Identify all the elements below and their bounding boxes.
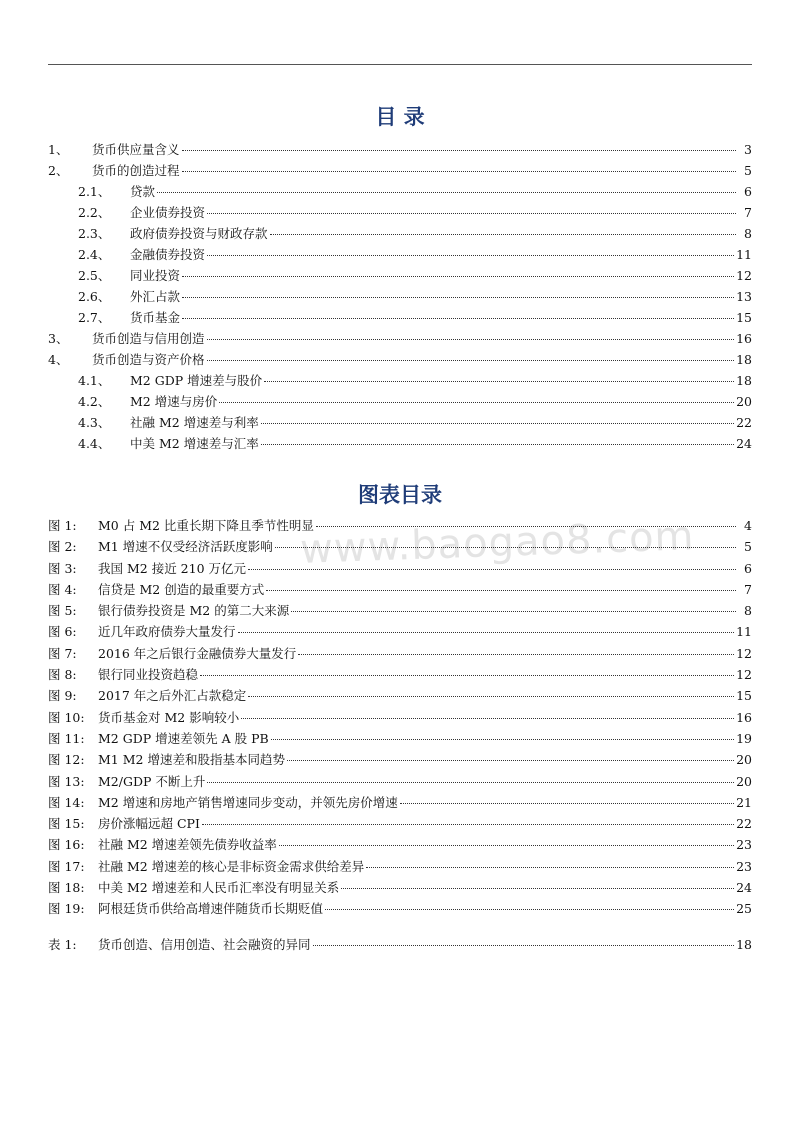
table-of-contents bbox=[48, 139, 752, 454]
dot-leader bbox=[238, 632, 735, 633]
entry-label: M0 占 M2 比重长期下降且季节性明显 bbox=[98, 518, 314, 533]
figure-entry[interactable] bbox=[48, 856, 752, 877]
entry-number: 4.4、 bbox=[78, 436, 111, 451]
entry-number: 2.4、 bbox=[78, 247, 111, 262]
entry-number: 图 15: bbox=[48, 816, 85, 832]
entry-number: 1、 bbox=[48, 142, 69, 157]
figure-entry[interactable] bbox=[48, 643, 752, 664]
entry-number: 图 19: bbox=[48, 901, 85, 917]
entry-number: 2.6、 bbox=[78, 289, 111, 304]
entry-number: 图 13: bbox=[48, 773, 85, 789]
entry-number: 图 2: bbox=[48, 539, 77, 555]
dot-leader bbox=[182, 297, 734, 298]
entry-label: 货币供应量含义 bbox=[92, 142, 180, 157]
dot-leader bbox=[182, 276, 734, 277]
entry-page: 4 bbox=[744, 518, 752, 533]
figure-entry[interactable] bbox=[48, 558, 752, 579]
table-list bbox=[48, 934, 752, 955]
entry-number: 图 10: bbox=[48, 709, 85, 725]
figure-entry[interactable] bbox=[48, 834, 752, 855]
entry-label: 货币基金对 M2 影响较小 bbox=[98, 709, 240, 725]
entry-number: 4.1、 bbox=[78, 373, 111, 388]
figure-entry[interactable] bbox=[48, 685, 752, 706]
entry-label: 银行债券投资是 M2 的第二大来源 bbox=[98, 603, 290, 619]
contents-title: 目 录 bbox=[375, 105, 425, 129]
dot-leader bbox=[182, 318, 734, 319]
dot-leader bbox=[264, 381, 734, 382]
figure-entry[interactable] bbox=[48, 877, 752, 898]
entry-page: 11 bbox=[736, 247, 752, 262]
figure-list bbox=[48, 515, 752, 920]
entry-page: 12 bbox=[736, 268, 752, 283]
figure-entry[interactable] bbox=[48, 898, 752, 919]
entry-number: 4.3、 bbox=[78, 415, 111, 430]
dot-leader bbox=[207, 255, 734, 256]
entry-page: 15 bbox=[736, 688, 752, 704]
entry-label: 货币创造与信用创造 bbox=[92, 331, 205, 346]
entry-number: 图 12: bbox=[48, 752, 85, 768]
figure-entry[interactable] bbox=[48, 813, 752, 834]
entry-label: 阿根廷货币供给高增速伴随货币长期贬值 bbox=[98, 901, 324, 917]
dot-leader bbox=[182, 150, 736, 151]
entry-label: 货币基金 bbox=[130, 310, 181, 325]
entry-number: 2.2、 bbox=[78, 205, 111, 220]
entry-label: 贷款 bbox=[130, 184, 156, 199]
entry-number: 图 4: bbox=[48, 581, 77, 597]
dot-leader bbox=[325, 909, 734, 910]
figure-entry[interactable] bbox=[48, 579, 752, 600]
entry-page: 24 bbox=[736, 880, 752, 896]
dot-leader bbox=[157, 192, 736, 193]
entry-label: 我国 M2 接近 210 万亿元 bbox=[98, 560, 247, 576]
entry-label: 社融 M2 增速差与利率 bbox=[130, 415, 259, 430]
entry-number: 图 18: bbox=[48, 880, 85, 896]
dot-leader bbox=[400, 803, 734, 804]
entry-label: 金融债券投资 bbox=[130, 247, 206, 262]
entry-label: M2 增速和房地产销售增速同步变动，并领先房价增速 bbox=[98, 794, 398, 810]
dot-leader bbox=[207, 782, 734, 783]
dot-leader bbox=[248, 696, 734, 697]
entry-number: 图 7: bbox=[48, 645, 77, 661]
toc-entry[interactable] bbox=[48, 391, 752, 412]
dot-leader bbox=[271, 739, 734, 740]
entry-page: 11 bbox=[736, 624, 752, 640]
entry-number: 图 14: bbox=[48, 794, 85, 810]
entry-label: 货币创造、信用创造、社会融资的异同 bbox=[98, 937, 311, 952]
entry-label: M1 M2 增速差和股指基本同趋势 bbox=[98, 752, 285, 768]
entry-label: 同业投资 bbox=[130, 268, 181, 283]
figure-entry[interactable] bbox=[48, 792, 752, 813]
entry-page: 12 bbox=[736, 667, 752, 683]
entry-page: 21 bbox=[736, 794, 752, 810]
toc-entry[interactable] bbox=[48, 328, 752, 349]
dot-leader bbox=[202, 824, 734, 825]
entry-page: 19 bbox=[736, 730, 752, 746]
toc-entry[interactable] bbox=[48, 244, 752, 265]
entry-label: M2 GDP 增速差与股价 bbox=[130, 373, 263, 388]
toc-entry[interactable] bbox=[48, 412, 752, 433]
toc-entry[interactable] bbox=[48, 307, 752, 328]
toc-entry[interactable] bbox=[48, 433, 752, 454]
entry-label: 中美 M2 增速差和人民币汇率没有明显关系 bbox=[98, 880, 340, 896]
toc-entry[interactable] bbox=[48, 349, 752, 370]
entry-page: 15 bbox=[736, 310, 752, 325]
entry-number: 4.2、 bbox=[78, 394, 111, 409]
figure-entry[interactable] bbox=[48, 749, 752, 770]
dot-leader bbox=[266, 590, 736, 591]
entry-page: 7 bbox=[744, 205, 752, 220]
entry-page: 20 bbox=[736, 752, 752, 768]
entry-number: 2.5、 bbox=[78, 268, 111, 283]
entry-number: 图 5: bbox=[48, 603, 77, 619]
entry-number: 图 8: bbox=[48, 667, 77, 683]
toc-entry[interactable] bbox=[48, 265, 752, 286]
toc-entry[interactable] bbox=[48, 139, 752, 160]
dot-leader bbox=[248, 569, 736, 570]
figure-entry[interactable] bbox=[48, 728, 752, 749]
entry-number: 2.1、 bbox=[78, 184, 111, 199]
dot-leader bbox=[366, 867, 734, 868]
entry-label: M1 增速不仅受经济活跃度影响 bbox=[98, 539, 273, 555]
entry-label: 政府债券投资与财政存款 bbox=[130, 226, 268, 241]
dot-leader bbox=[207, 360, 735, 361]
entry-label: 2016 年之后银行金融债券大量发行 bbox=[98, 645, 297, 661]
entry-label: M2 GDP 增速差领先 A 股 PB bbox=[98, 730, 269, 746]
figure-entry[interactable] bbox=[48, 536, 752, 557]
entry-number: 图 1: bbox=[48, 518, 77, 533]
figure-entry[interactable] bbox=[48, 707, 752, 728]
dot-leader bbox=[200, 675, 734, 676]
dot-leader bbox=[207, 339, 735, 340]
entry-page: 22 bbox=[736, 816, 752, 832]
figures-title: 图表目录 bbox=[358, 483, 442, 507]
entry-page: 12 bbox=[736, 645, 752, 661]
header-rule bbox=[48, 64, 752, 65]
dot-leader bbox=[313, 945, 735, 946]
entry-page: 6 bbox=[744, 184, 752, 199]
dot-leader bbox=[279, 845, 734, 846]
entry-label: 外汇占款 bbox=[130, 289, 181, 304]
figure-entry[interactable] bbox=[48, 515, 752, 536]
entry-number: 图 11: bbox=[48, 730, 85, 746]
entry-label: M2/GDP 不断上升 bbox=[98, 773, 206, 789]
entry-label: 房价涨幅远超 CPI bbox=[98, 816, 200, 832]
dot-leader bbox=[219, 402, 734, 403]
entry-number: 2.7、 bbox=[78, 310, 111, 325]
entry-number: 图 16: bbox=[48, 837, 85, 853]
entry-label: 银行同业投资趋稳 bbox=[98, 667, 199, 683]
entry-number: 图 17: bbox=[48, 858, 85, 874]
entry-label: 中美 M2 增速差与汇率 bbox=[130, 436, 259, 451]
entry-number: 3、 bbox=[48, 331, 69, 346]
entry-number: 图 9: bbox=[48, 688, 77, 704]
toc-entry[interactable] bbox=[48, 223, 752, 244]
entry-page: 25 bbox=[736, 901, 752, 917]
toc-entry[interactable] bbox=[48, 370, 752, 391]
toc-entry[interactable] bbox=[48, 286, 752, 307]
figure-entry[interactable] bbox=[48, 771, 752, 792]
dot-leader bbox=[298, 654, 734, 655]
dot-leader bbox=[287, 760, 734, 761]
dot-leader bbox=[291, 611, 736, 612]
entry-page: 24 bbox=[736, 436, 752, 451]
entry-page: 16 bbox=[736, 709, 752, 725]
entry-page: 23 bbox=[736, 858, 752, 874]
entry-page: 3 bbox=[744, 142, 752, 157]
entry-page: 8 bbox=[744, 603, 752, 619]
entry-number: 2、 bbox=[48, 163, 69, 178]
entry-page: 13 bbox=[736, 289, 752, 304]
dot-leader bbox=[182, 171, 736, 172]
entry-label: 2017 年之后外汇占款稳定 bbox=[98, 688, 247, 704]
entry-label: M2 增速与房价 bbox=[130, 394, 218, 409]
entry-page: 23 bbox=[736, 837, 752, 853]
entry-label: 货币的创造过程 bbox=[92, 163, 180, 178]
entry-number: 图 3: bbox=[48, 560, 77, 576]
figure-entry[interactable] bbox=[48, 621, 752, 642]
dot-leader bbox=[270, 234, 736, 235]
figure-entry[interactable] bbox=[48, 600, 752, 621]
entry-page: 6 bbox=[744, 560, 752, 576]
entry-page: 18 bbox=[736, 373, 752, 388]
watermark: www.baogao8.com bbox=[299, 513, 696, 573]
entry-label: 近几年政府债券大量发行 bbox=[98, 624, 236, 640]
dot-leader bbox=[341, 888, 734, 889]
entry-page: 18 bbox=[736, 937, 752, 952]
entry-label: 货币创造与资产价格 bbox=[92, 352, 205, 367]
entry-number: 2.3、 bbox=[78, 226, 111, 241]
table-entry[interactable] bbox=[48, 934, 752, 955]
toc-entry[interactable] bbox=[48, 181, 752, 202]
entry-label: 信贷是 M2 创造的最重要方式 bbox=[98, 581, 265, 597]
toc-entry[interactable] bbox=[48, 160, 752, 181]
entry-page: 5 bbox=[744, 539, 752, 555]
entry-page: 8 bbox=[744, 226, 752, 241]
entry-label: 企业债券投资 bbox=[130, 205, 206, 220]
entry-page: 7 bbox=[744, 581, 752, 597]
dot-leader bbox=[207, 213, 736, 214]
dot-leader bbox=[261, 423, 734, 424]
dot-leader bbox=[316, 526, 736, 527]
entry-page: 22 bbox=[736, 415, 752, 430]
dot-leader bbox=[275, 547, 736, 548]
entry-page: 20 bbox=[736, 773, 752, 789]
dot-leader bbox=[261, 444, 734, 445]
entry-number: 4、 bbox=[48, 352, 69, 367]
figure-entry[interactable] bbox=[48, 664, 752, 685]
toc-entry[interactable] bbox=[48, 202, 752, 223]
entry-number: 表 1: bbox=[48, 937, 77, 952]
entry-page: 18 bbox=[736, 352, 752, 367]
entry-label: 社融 M2 增速差的核心是非标资金需求供给差异 bbox=[98, 858, 365, 874]
entry-page: 16 bbox=[736, 331, 752, 346]
entry-number: 图 6: bbox=[48, 624, 77, 640]
entry-label: 社融 M2 增速差领先债券收益率 bbox=[98, 837, 277, 853]
dot-leader bbox=[241, 718, 734, 719]
entry-page: 20 bbox=[736, 394, 752, 409]
entry-page: 5 bbox=[744, 163, 752, 178]
